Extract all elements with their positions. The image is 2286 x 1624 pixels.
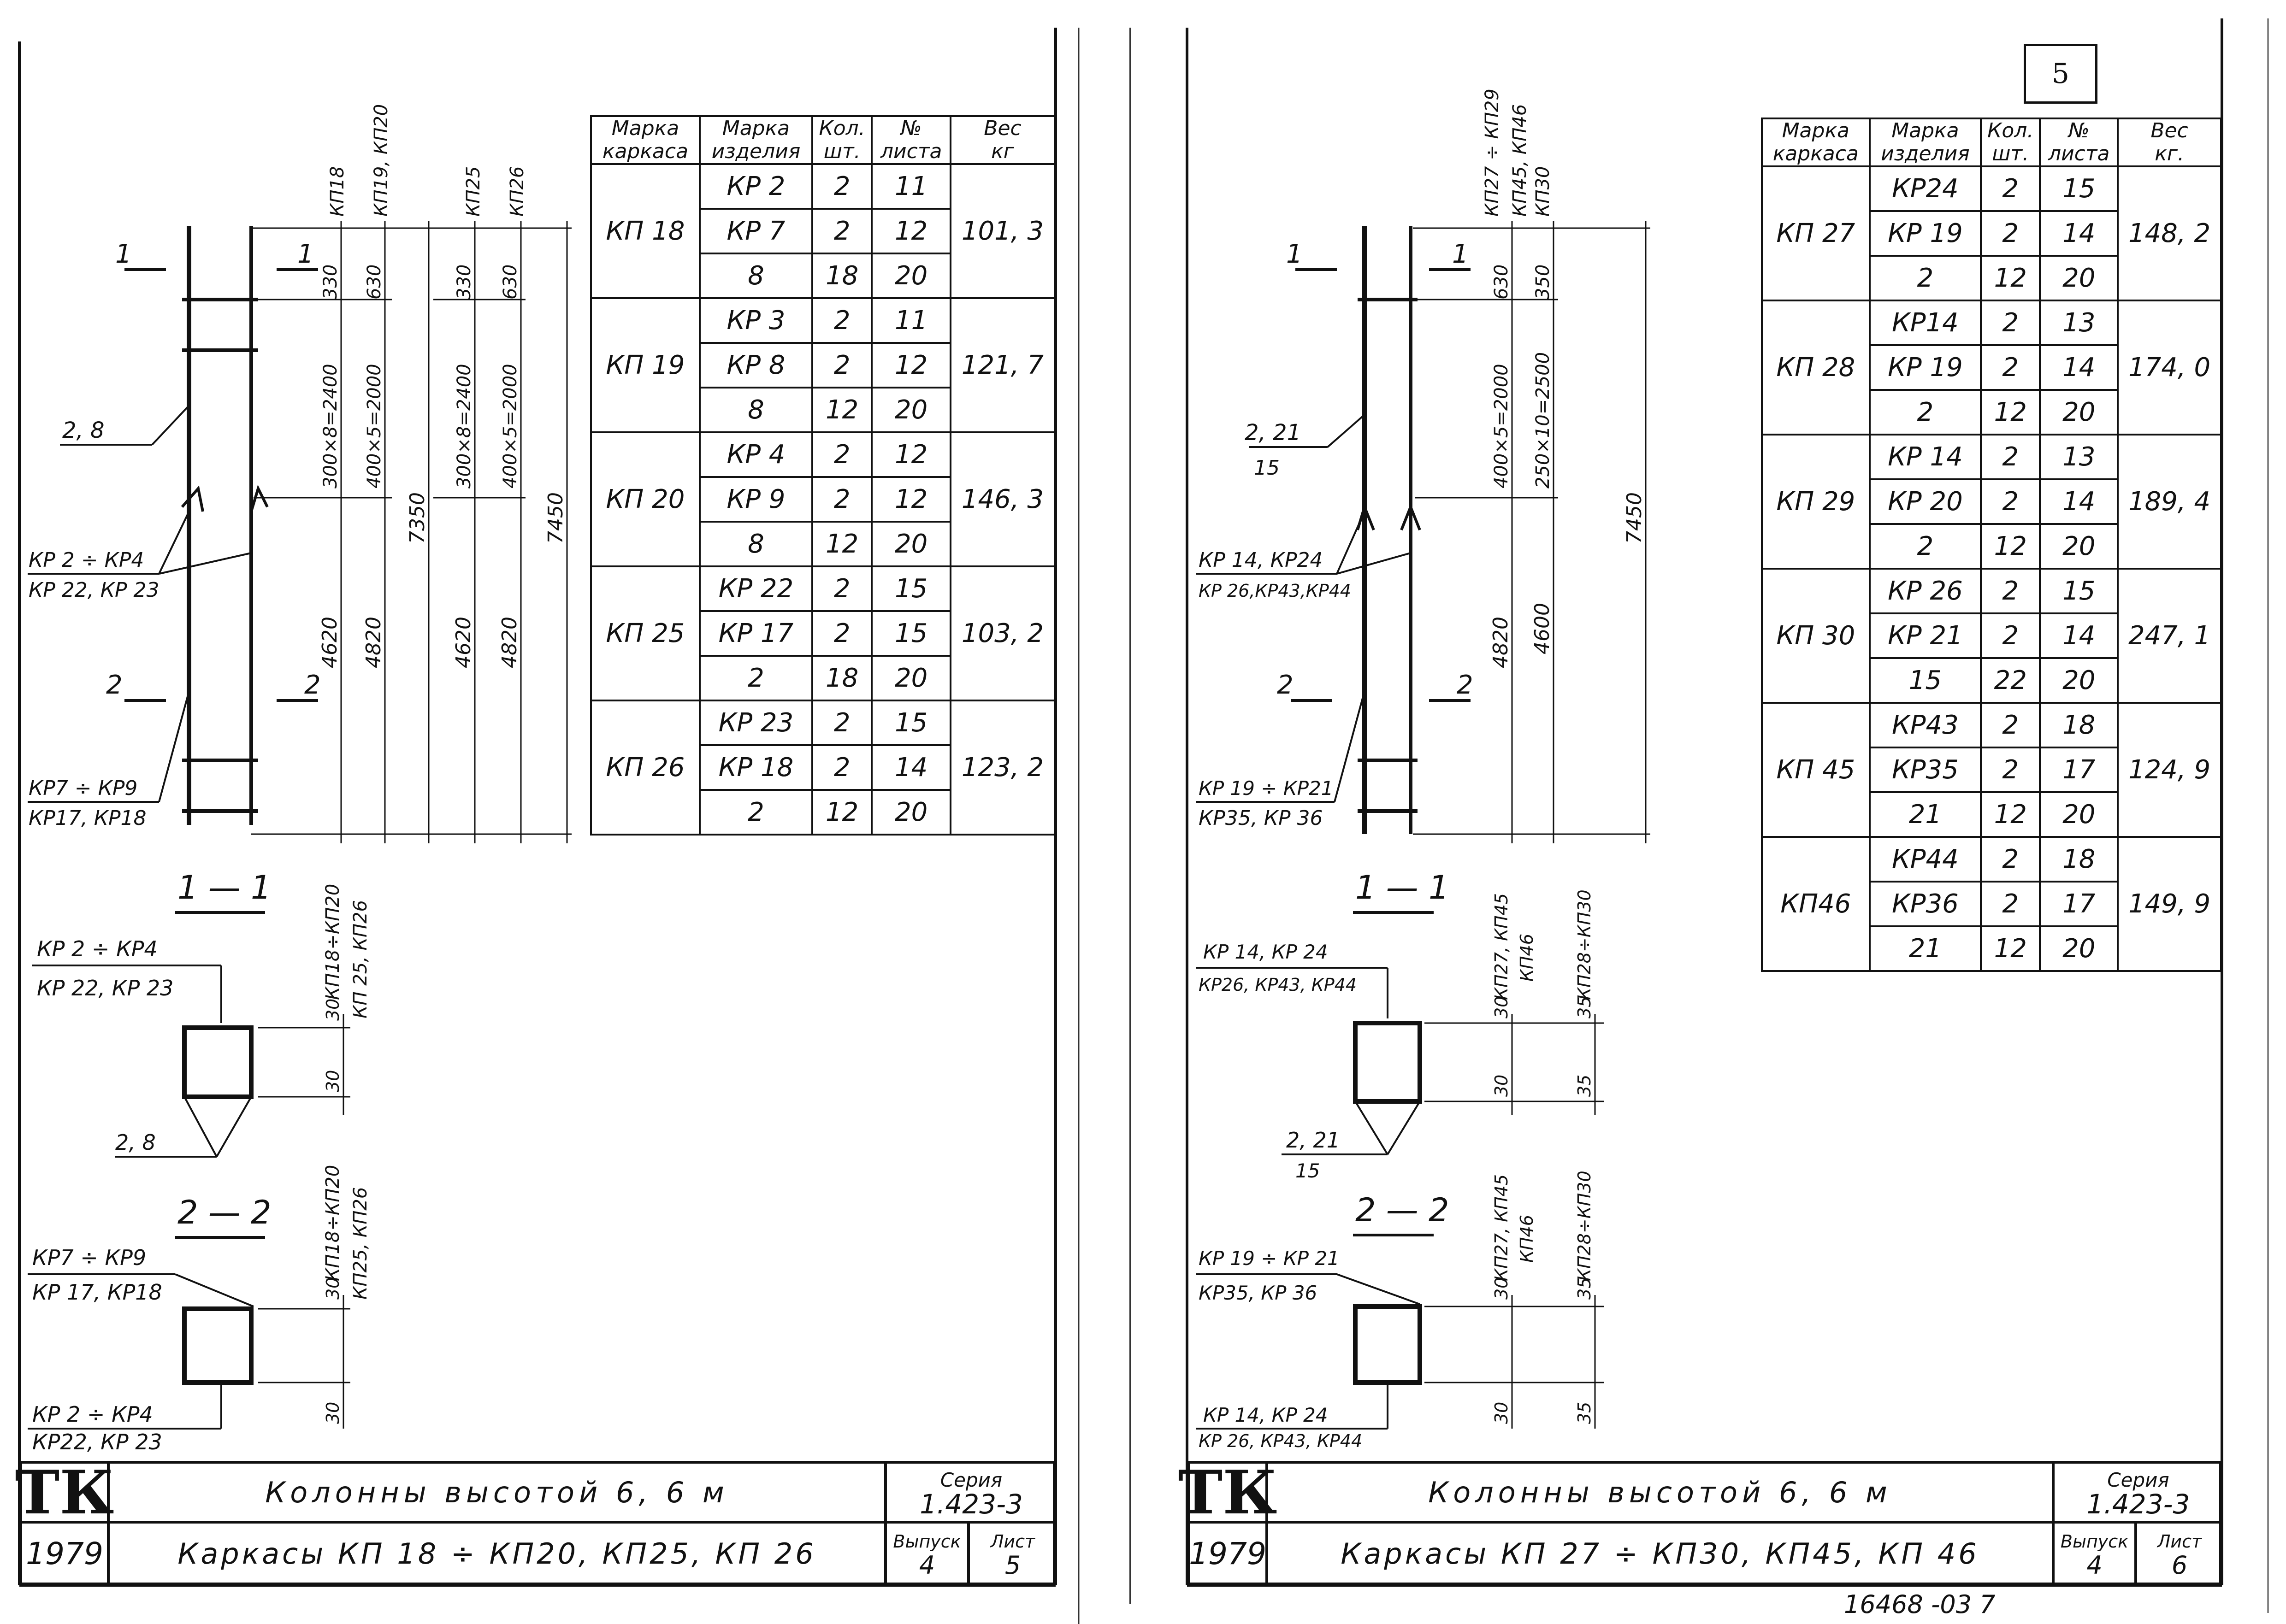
- series-label: Серия: [940, 1469, 1003, 1491]
- item-mark-cell: КР44: [1870, 837, 1981, 882]
- table-header-row: [1762, 118, 2221, 166]
- quantity-cell: 12: [1981, 926, 2040, 971]
- quantity-cell: 12: [1981, 792, 2040, 837]
- col-header-kp26: КП26: [507, 166, 528, 217]
- quantity-cell: 2: [812, 477, 872, 522]
- sec22-dim-35b: 35: [1574, 1401, 1595, 1424]
- item-mark-cell: 8: [700, 522, 812, 566]
- series-cell: [884, 1464, 1056, 1524]
- sheet-label: Лист: [2157, 1531, 2202, 1552]
- table-header-text: №: [900, 117, 922, 140]
- table-header-text: каркаса: [1772, 142, 1859, 165]
- callout-kr17-kr18: КР17, КР18: [29, 806, 147, 830]
- sec22-dim-30b: 30: [323, 1401, 343, 1424]
- table-header-cell: [1981, 118, 2040, 166]
- frame-mark-cell: КП 20: [591, 432, 700, 566]
- sheet-number-cell: 17: [2040, 747, 2118, 792]
- item-mark-cell: КР 4: [700, 432, 812, 477]
- table-row: [1762, 837, 2221, 882]
- sec11-vlab3: КП28÷КП30: [1574, 889, 1595, 1000]
- left-specification-table: [590, 115, 1056, 836]
- sec11-dim-30b: 30: [1491, 1074, 1512, 1097]
- sec11-dim-35a: 35: [1574, 996, 1595, 1018]
- table-header-cell: [2118, 118, 2221, 166]
- sheet-number-cell: 13: [2040, 300, 2118, 345]
- callout-15: 15: [1254, 456, 1280, 480]
- sec22-vlab2: КП46: [1517, 1215, 1537, 1263]
- sec22-vlab1: КП18÷КП20: [322, 1165, 343, 1281]
- item-mark-cell: 2: [700, 790, 812, 835]
- callout-2-8: 2, 8: [62, 418, 105, 443]
- table-header-text: Кол.: [819, 117, 865, 140]
- table-row: [1762, 703, 2221, 747]
- title-line-2: Каркасы КП 27 ÷ КП30, КП45, КП 46: [1341, 1536, 1979, 1571]
- dim-7350: 7350: [406, 492, 429, 544]
- callout-kr14-kr24: КР 14, КР24: [1199, 548, 1323, 572]
- callout-kr26-kr43-kr44: КР 26,КР43,КР44: [1199, 581, 1351, 601]
- table-header-text: шт.: [823, 140, 861, 163]
- table-header-text: Вес: [984, 117, 1022, 140]
- sec11-vlab2: КП46: [1517, 934, 1537, 982]
- weight-cell: 124, 9: [2118, 703, 2221, 837]
- table-row: [591, 164, 1055, 209]
- weight-cell: 149, 9: [2118, 837, 2221, 971]
- sheet-number-cell: 20: [2040, 390, 2118, 435]
- sheet-cell: [970, 1524, 1056, 1583]
- sheet-number-cell: 20: [2040, 256, 2118, 300]
- title-year: 1979: [1190, 1524, 1268, 1583]
- sec11-dim-30b: 30: [323, 1070, 343, 1092]
- page-number: 5: [2024, 44, 2097, 104]
- quantity-cell: 2: [812, 164, 872, 209]
- sheet-number-cell: 18: [2040, 703, 2118, 747]
- quantity-cell: 2: [1981, 211, 2040, 256]
- quantity-cell: 2: [1981, 882, 2040, 926]
- item-mark-cell: КР 19: [1870, 345, 1981, 390]
- dim-7450: 7450: [1623, 492, 1646, 544]
- weight-cell: 189, 4: [2118, 435, 2221, 569]
- sec22-dim-35a: 35: [1574, 1277, 1595, 1300]
- dim-630: 630: [1491, 264, 1512, 300]
- sheet-number-cell: 15: [872, 611, 951, 656]
- col-header-kp19-kp20: КП19, КП20: [371, 104, 392, 217]
- callout-kr7-kr9: КР7 ÷ КР9: [29, 777, 138, 800]
- sec22-label-b: КР 17, КР18: [32, 1280, 162, 1305]
- sheet-number-cell: 14: [2040, 479, 2118, 524]
- cut-1-right: 1: [1452, 239, 1469, 269]
- sheet-number-cell: 14: [872, 745, 951, 790]
- table-header-cell: [2040, 118, 2118, 166]
- sheet-number-cell: 18: [2040, 837, 2118, 882]
- dim-300x8: 300×8=2400: [320, 364, 341, 488]
- sheet-number-cell: 20: [2040, 524, 2118, 569]
- dim2-630: 630: [500, 264, 521, 300]
- sec11-dim-30a: 30: [323, 998, 343, 1021]
- sheet-number-cell: 15: [872, 566, 951, 611]
- sec22-label-d: КР22, КР 23: [32, 1430, 162, 1454]
- quantity-cell: 22: [1981, 658, 2040, 703]
- table-header-text: Вес: [2150, 119, 2188, 142]
- table-row: [1762, 166, 2221, 211]
- cut-2-left: 2: [1277, 670, 1294, 700]
- table-header-cell: [1762, 118, 1870, 166]
- sec22-label-d: КР 26, КР43, КР44: [1199, 1431, 1363, 1451]
- dim2-4620: 4620: [452, 617, 475, 668]
- sec11-label-b: КР26, КР43, КР44: [1199, 975, 1357, 995]
- sheet-number-cell: 12: [872, 432, 951, 477]
- table-row: [1762, 569, 2221, 613]
- sec22-label-c: КР 14, КР 24: [1203, 1404, 1328, 1426]
- section-1-1-title: 1 — 1: [177, 869, 272, 906]
- item-mark-cell: КР14: [1870, 300, 1981, 345]
- item-mark-cell: КР43: [1870, 703, 1981, 747]
- quantity-cell: 2: [812, 566, 872, 611]
- table-header-row: [591, 116, 1055, 164]
- col-header-kp18: КП18: [327, 166, 348, 217]
- table-header-text: кг: [991, 140, 1014, 163]
- sheet-value: 5: [1004, 1551, 1021, 1580]
- dim-250x10: 250×10=2500: [1532, 352, 1554, 488]
- col-header-kp27-kp29: КП27 ÷ КП29: [1482, 88, 1503, 217]
- dim2-300x8: 300×8=2400: [454, 364, 475, 488]
- quantity-cell: 12: [812, 388, 872, 432]
- callout-2-21: 2, 21: [1245, 420, 1301, 446]
- sec22-vlab1: КП27, КП45: [1491, 1174, 1512, 1281]
- sec11-label-c: 2, 8: [115, 1130, 156, 1155]
- table-header-cell: [591, 116, 700, 164]
- item-mark-cell: КР24: [1870, 166, 1981, 211]
- tk-logo: ТК: [15, 1457, 114, 1528]
- table-header-text: Марка: [1782, 119, 1849, 142]
- frame-mark-cell: КП46: [1762, 837, 1870, 971]
- table-header-cell: [872, 116, 951, 164]
- callout-kr35-kr36: КР35, КР 36: [1199, 806, 1323, 830]
- sec11-dim-35b: 35: [1574, 1074, 1595, 1097]
- cut-2-left: 2: [106, 670, 123, 700]
- weight-cell: 148, 2: [2118, 166, 2221, 300]
- dim2-330: 330: [454, 264, 475, 300]
- cut-1-left: 1: [1286, 239, 1303, 269]
- item-mark-cell: КР 7: [700, 209, 812, 253]
- item-mark-cell: КР 8: [700, 343, 812, 388]
- item-mark-cell: 21: [1870, 792, 1981, 837]
- sheet-number-cell: 14: [2040, 613, 2118, 658]
- sheet-number-cell: 15: [2040, 569, 2118, 613]
- sheet-number-cell: 20: [2040, 792, 2118, 837]
- sheet-number-cell: 20: [872, 253, 951, 298]
- weight-cell: 247, 1: [2118, 569, 2221, 703]
- sheet-number-cell: 20: [872, 656, 951, 700]
- item-mark-cell: 2: [1870, 256, 1981, 300]
- table-row: [591, 298, 1055, 343]
- quantity-cell: 2: [1981, 479, 2040, 524]
- frame-mark-cell: КП 45: [1762, 703, 1870, 837]
- sheet-number-cell: 17: [2040, 882, 2118, 926]
- item-mark-cell: КР 9: [700, 477, 812, 522]
- quantity-cell: 2: [812, 298, 872, 343]
- sec11-vlab2: КП 25, КП26: [350, 900, 371, 1018]
- frame-mark-cell: КП 18: [591, 164, 700, 298]
- dim-330: 330: [320, 264, 341, 300]
- sheet-value: 6: [2171, 1551, 2188, 1580]
- callout-kr19-kr21: КР 19 ÷ КР21: [1199, 777, 1334, 800]
- sec22-vlab2: КП25, КП26: [350, 1187, 371, 1300]
- table-header-text: шт.: [1992, 142, 2029, 165]
- quantity-cell: 2: [1981, 613, 2040, 658]
- item-mark-cell: КР 26: [1870, 569, 1981, 613]
- weight-cell: 103, 2: [951, 566, 1055, 700]
- table-header-cell: [812, 116, 872, 164]
- item-mark-cell: КР35: [1870, 747, 1981, 792]
- sheet-number-cell: 11: [872, 164, 951, 209]
- dim-4820: 4820: [1489, 617, 1512, 668]
- weight-cell: 101, 3: [951, 164, 1055, 298]
- cut-1-right: 1: [297, 239, 314, 269]
- cut-2-right: 2: [1457, 670, 1473, 700]
- series-label: Серия: [2107, 1469, 2169, 1491]
- dim-630: 630: [364, 264, 385, 300]
- series-value: 1.423-3: [2086, 1489, 2190, 1520]
- item-mark-cell: 8: [700, 253, 812, 298]
- dim-400x5: 400×5=2000: [1491, 364, 1512, 488]
- table-row: [1762, 300, 2221, 345]
- item-mark-cell: 2: [1870, 390, 1981, 435]
- right-title-block: [1178, 1457, 2222, 1585]
- sec22-label-a: КР 19 ÷ КР 21: [1199, 1247, 1340, 1270]
- table-header-text: №: [2068, 119, 2090, 142]
- cut-1-left: 1: [115, 239, 132, 269]
- dim2-7450: 7450: [544, 492, 567, 544]
- sec11-label-b: КР 22, КР 23: [37, 976, 174, 1000]
- table-header-text: Марка: [611, 117, 679, 140]
- item-mark-cell: КР 19: [1870, 211, 1981, 256]
- frame-mark-cell: КП 27: [1762, 166, 1870, 300]
- issue-label: Выпуск: [2060, 1531, 2129, 1552]
- col-header-kp30: КП30: [1532, 166, 1554, 217]
- sheet-number-cell: 12: [872, 477, 951, 522]
- sheet-number-cell: 15: [872, 700, 951, 745]
- sec22-dim-30a: 30: [323, 1277, 343, 1300]
- section-2-2-title: 2 — 2: [1355, 1191, 1449, 1229]
- callout-kr22-kr23: КР 22, КР 23: [29, 578, 159, 602]
- dim-350: 350: [1532, 264, 1554, 300]
- dim-4600: 4600: [1530, 603, 1554, 654]
- table-header-text: изделия: [1881, 142, 1970, 165]
- table-header-text: кг.: [2155, 142, 2184, 165]
- table-header-text: каркаса: [602, 140, 689, 163]
- item-mark-cell: КР36: [1870, 882, 1981, 926]
- section-1-1-title: 1 — 1: [1355, 869, 1449, 906]
- quantity-cell: 2: [812, 611, 872, 656]
- quantity-cell: 2: [1981, 435, 2040, 479]
- table-header-text: Марка: [722, 117, 790, 140]
- frame-mark-cell: КП 28: [1762, 300, 1870, 435]
- frame-mark-cell: КП 19: [591, 298, 700, 432]
- sheet-number-cell: 12: [872, 343, 951, 388]
- quantity-cell: 18: [812, 253, 872, 298]
- title-line-1: Колонны высотой 6, 6 м: [1268, 1464, 2052, 1524]
- sec11-label-c2: 15: [1295, 1159, 1320, 1182]
- table-header-cell: [951, 116, 1055, 164]
- issue-cell: [2052, 1524, 2137, 1583]
- sheet-number-cell: 12: [872, 209, 951, 253]
- table-header-cell: [700, 116, 812, 164]
- item-mark-cell: КР 2: [700, 164, 812, 209]
- item-mark-cell: 2: [700, 656, 812, 700]
- item-mark-cell: 15: [1870, 658, 1981, 703]
- weight-cell: 146, 3: [951, 432, 1055, 566]
- sheet-number-cell: 13: [2040, 435, 2118, 479]
- section-2-2-title: 2 — 2: [177, 1194, 272, 1231]
- sec22-dim-30a: 30: [1491, 1277, 1512, 1300]
- quantity-cell: 12: [1981, 524, 2040, 569]
- col-header-kp25: КП25: [463, 166, 484, 217]
- table-row: [591, 432, 1055, 477]
- item-mark-cell: КР 21: [1870, 613, 1981, 658]
- table-header-text: листа: [880, 140, 942, 163]
- cut-2-right: 2: [304, 670, 321, 700]
- weight-cell: 123, 2: [951, 700, 1055, 835]
- quantity-cell: 2: [812, 745, 872, 790]
- item-mark-cell: 21: [1870, 926, 1981, 971]
- sheet-number-cell: 15: [2040, 166, 2118, 211]
- sheet-number-cell: 20: [2040, 658, 2118, 703]
- quantity-cell: 2: [812, 432, 872, 477]
- item-mark-cell: КР 20: [1870, 479, 1981, 524]
- item-mark-cell: КР 17: [700, 611, 812, 656]
- sec11-label-a: КР 14, КР 24: [1203, 941, 1328, 963]
- quantity-cell: 2: [1981, 747, 2040, 792]
- dim-4620: 4620: [318, 617, 342, 668]
- quantity-cell: 2: [812, 700, 872, 745]
- sec11-dim-30a: 30: [1491, 996, 1512, 1018]
- tk-logo: ТК: [1178, 1457, 1277, 1528]
- quantity-cell: 2: [812, 343, 872, 388]
- quantity-cell: 2: [1981, 345, 2040, 390]
- table-row: [1762, 435, 2221, 479]
- frame-mark-cell: КП 25: [591, 566, 700, 700]
- dim2-4820: 4820: [498, 617, 521, 668]
- quantity-cell: 12: [1981, 390, 2040, 435]
- sheet-cell: [2137, 1524, 2222, 1583]
- issue-label: Выпуск: [893, 1531, 961, 1552]
- weight-cell: 121, 7: [951, 298, 1055, 432]
- right-drawing-sheet: [1143, 0, 2286, 1624]
- quantity-cell: 2: [812, 209, 872, 253]
- table-header-text: листа: [2048, 142, 2110, 165]
- table-header-text: Кол.: [1987, 119, 2034, 142]
- sec11-label-a: КР 2 ÷ КР4: [37, 936, 158, 961]
- sec22-label-b: КР35, КР 36: [1199, 1282, 1317, 1304]
- sec22-vlab3: КП28÷КП30: [1574, 1171, 1595, 1281]
- right-specification-table: [1761, 118, 2222, 972]
- issue-value: 4: [919, 1551, 935, 1580]
- issue-cell: [884, 1524, 970, 1583]
- sheet-number-cell: 20: [2040, 926, 2118, 971]
- item-mark-cell: 2: [1870, 524, 1981, 569]
- callout-kr2-kr4: КР 2 ÷ КР4: [29, 548, 144, 572]
- table-row: [591, 566, 1055, 611]
- sec22-label-a: КР7 ÷ КР9: [32, 1245, 147, 1270]
- title-year: 1979: [22, 1524, 110, 1583]
- quantity-cell: 2: [1981, 166, 2040, 211]
- dim-4820: 4820: [362, 617, 385, 668]
- sheet-label: Лист: [990, 1531, 1035, 1552]
- table-header-cell: [1870, 118, 1981, 166]
- sec22-label-c: КР 2 ÷ КР4: [32, 1402, 153, 1427]
- frame-mark-cell: КП 30: [1762, 569, 1870, 703]
- quantity-cell: 12: [1981, 256, 2040, 300]
- quantity-cell: 12: [812, 790, 872, 835]
- dim2-400x5: 400×5=2000: [500, 364, 521, 488]
- table-header-text: Марка: [1891, 119, 1959, 142]
- quantity-cell: 2: [1981, 300, 2040, 345]
- item-mark-cell: 8: [700, 388, 812, 432]
- left-title-block: [15, 1457, 1056, 1585]
- handwritten-archive-note: 16468 -03 7: [1844, 1590, 1996, 1619]
- quantity-cell: 2: [1981, 837, 2040, 882]
- weight-cell: 174, 0: [2118, 300, 2221, 435]
- quantity-cell: 2: [1981, 703, 2040, 747]
- quantity-cell: 18: [812, 656, 872, 700]
- dim-400x5: 400×5=2000: [364, 364, 385, 488]
- frame-mark-cell: КП 29: [1762, 435, 1870, 569]
- series-value: 1.423-3: [920, 1489, 1023, 1520]
- item-mark-cell: КР 14: [1870, 435, 1981, 479]
- sec22-dim-30b: 30: [1491, 1401, 1512, 1424]
- sec11-vlab1: КП27, КП45: [1491, 893, 1512, 1000]
- sheet-number-cell: 11: [872, 298, 951, 343]
- sheet-number-cell: 20: [872, 388, 951, 432]
- issue-value: 4: [2086, 1551, 2103, 1580]
- title-line-1: Колонны высотой 6, 6 м: [110, 1464, 884, 1524]
- sheet-number-cell: 20: [872, 790, 951, 835]
- frame-mark-cell: КП 26: [591, 700, 700, 835]
- sec11-label-c1: 2, 21: [1286, 1128, 1341, 1153]
- table-row: [591, 700, 1055, 745]
- item-mark-cell: КР 23: [700, 700, 812, 745]
- item-mark-cell: КР 22: [700, 566, 812, 611]
- item-mark-cell: КР 3: [700, 298, 812, 343]
- sheet-number-cell: 14: [2040, 345, 2118, 390]
- table-header-text: изделия: [711, 140, 801, 163]
- quantity-cell: 2: [1981, 569, 2040, 613]
- sheet-number-cell: 14: [2040, 211, 2118, 256]
- title-line-2: Каркасы КП 18 ÷ КП20, КП25, КП 26: [177, 1536, 816, 1571]
- quantity-cell: 12: [812, 522, 872, 566]
- series-cell: [2052, 1464, 2222, 1524]
- sheet-number-cell: 20: [872, 522, 951, 566]
- sec11-vlab1: КП18÷КП20: [322, 883, 343, 1000]
- col-header-kp45-kp46: КП45, КП46: [1509, 104, 1530, 217]
- item-mark-cell: КР 18: [700, 745, 812, 790]
